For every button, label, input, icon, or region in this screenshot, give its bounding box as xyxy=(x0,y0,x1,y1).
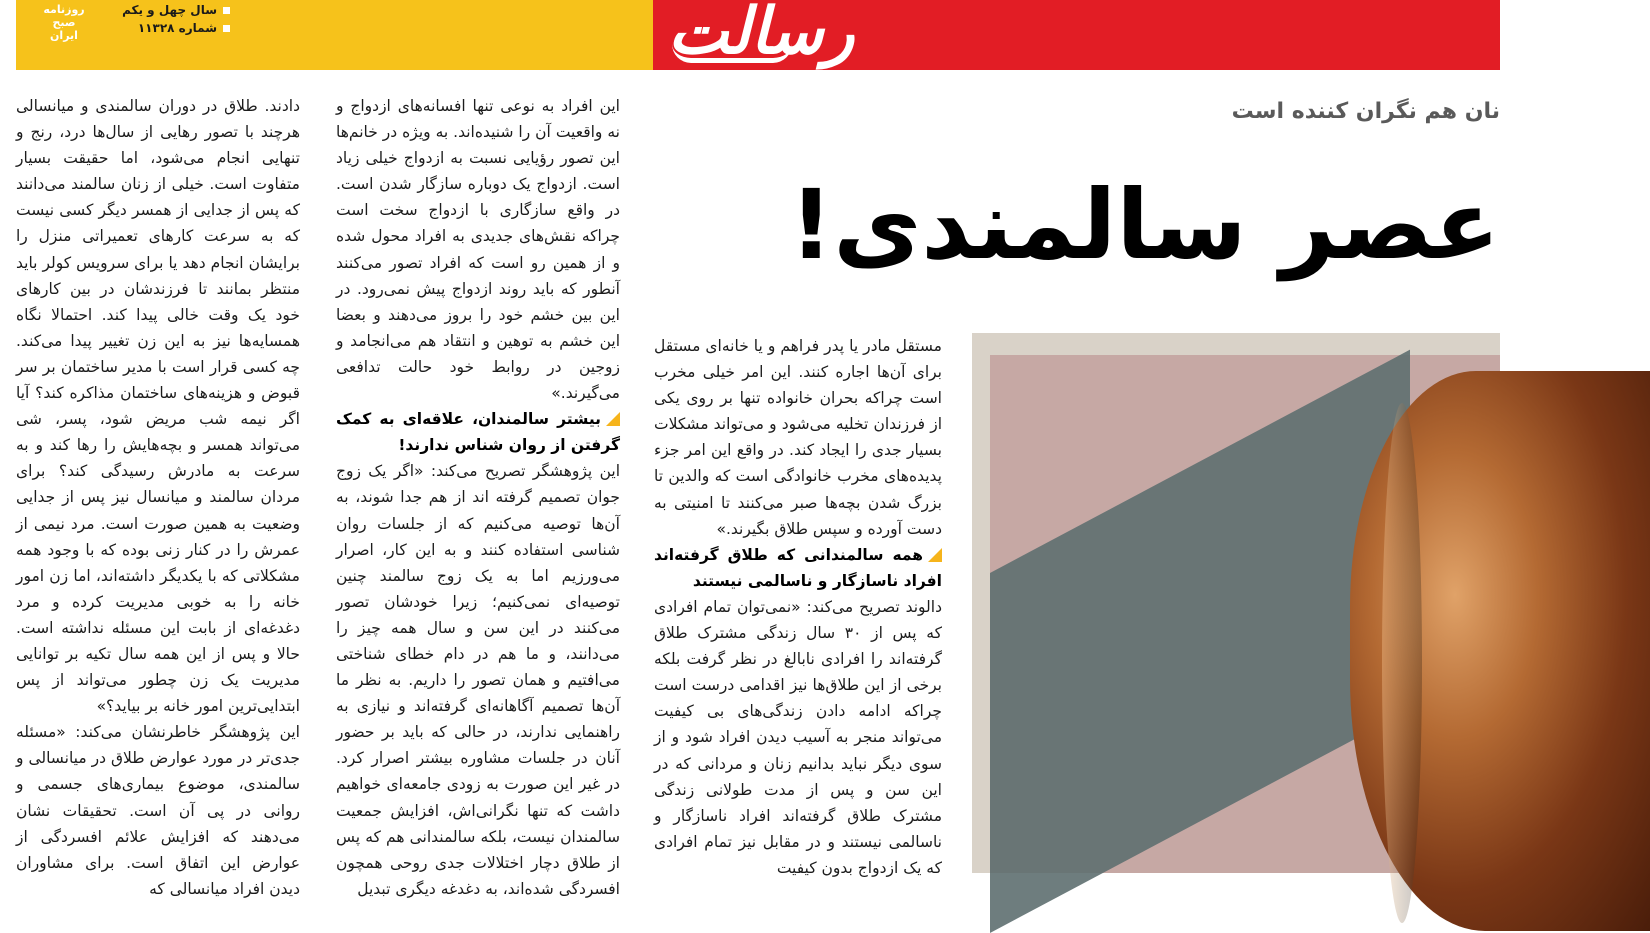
article-headline: عصر سالمندی! xyxy=(789,169,1500,281)
masthead-yellow-band xyxy=(16,0,653,70)
column-paragraph: دالوند تصریح می‌کند: «نمی‌توان تمام افرادی که پس از ۳۰ سال زندگی مشترک طلاق گرفته‌اند را افرادی نابالغ در نظر گرفت بلکه برخی از این طلاق‌ها نیز اقدامی درست است چراکه ادامه دادن زندگی‌های بی کیفیت می‌تواند منجر به آسیب دیدن افراد شود و از سوی دیگر نباید بدانیم زنان و مردانی که در این سن و پس از مدت طولانی زندگی مشترک طلاق گرفته‌اند افراد ناسازگار و ناسالمی نیستند و در مقابل نیز تمام افرادی که یک ازدواج بدون کیفیت xyxy=(654,597,942,877)
article-column-left xyxy=(16,93,300,898)
article-column-middle xyxy=(336,93,620,898)
article-photo-gavel xyxy=(972,333,1500,873)
subheading xyxy=(336,406,620,458)
column-paragraph: این افراد به نوعی تنها افسانه‌های ازدواج و نه واقعیت آن را شنیده‌اند. به ویژه در خانم‌ها این تصور رؤیایی نسبت به ازدواج خیلی زیاد است. ازدواج یک دوباره سازگار شدن است. در واقع سازگاری با ازدواج سخت است چراکه نقش‌های جدیدی به افراد محول شده و از همین رو است که افراد تصور می‌کنند آنطور که باید روند ازدواج پیش نمی‌رود. در این بین خشم خود را بروز می‌دهند و بعضا این خشم به توهین و انتقاد هم می‌انجامد و زوجین در روابط خود حالت تدافعی می‌گیرند.» xyxy=(336,97,620,403)
column-paragraph: دادند. طلاق در دوران سالمندی و میانسالی هرچند با تصور رهایی از سال‌ها درد، رنج و تنهایی انجام می‌شود، اما حقیقت بسیار متفاوت است. خیلی از زنان سالمند می‌دانند که پس از جدایی از همسر دیگر کسی نیست که به سرعت کارهای تعمیراتی منزل را برایشان انجام دهد یا برای سرویس کولر باید منتظر بمانند تا فرزندشان در بین کارهای خود یک وقت خالی پیدا کند. احتمالا نگاه همسایه‌ها نیز به این زن تغییر پیدا می‌کند. چه کسی قرار است با مدیر ساختمان بر سر قبوض و هزینه‌های ساختمان مذاکره کند؟ آیا اگر نیمه شب مریض شود، پسر، شی می‌تواند همسر و بچه‌هایش را رها کند و به سرعت به مادرش رسیدگی کند؟ برای مردان سالمند و میانسال نیز پس از جدایی وضعیت به همین صورت است. مرد نیمی از عمرش را در کنار زنی بوده که با وجود همه مشکلاتی که با یکدیگر داشته‌اند، اما زن امور خانه را به خوبی مدیریت کرده و مرد دغدغه‌ای از بابت این مسئله نداشته است. حالا و پس از این همه سال تکیه بر توانایی مدیریت یک زن چطور می‌تواند از پس ابتدایی‌ترین امور خانه بر بیاید؟» xyxy=(16,97,300,716)
partner-logo: روزنامه صبح ایران xyxy=(43,3,85,42)
article-kicker: نان هم نگران کننده است xyxy=(1231,99,1500,124)
bullet-square-icon xyxy=(223,25,230,32)
subheading-text: بیشتر سالمندان، علاقه‌ای به کمک گرفتن از روان شناس ندارند! xyxy=(336,410,620,455)
triangle-marker-icon xyxy=(928,548,942,562)
issue-info xyxy=(120,2,230,38)
volume-label: سال چهل و یکم xyxy=(122,3,217,17)
column-paragraph: این پژوهشگر تصریح می‌کند: «اگر یک زوج جوان تصمیم گرفته اند از هم جدا شوند، به آن‌ها توصیه می‌کنیم که از جلسات روان شناسی استفاده کنند و به این کار، اصرار می‌ورزیم اما به یک زوج سالمند چنین توصیه‌ای نمی‌کنیم؛ زیرا خودشان تصور می‌کنند در این سن و سال همه چیز را می‌دانند، و ما هم در دام خطای شناختی می‌افتیم و همان تصور را داریم. به نظر ما آن‌ها تصمیم آگاهانه‌ای گرفته‌اند و نیازی به راهنمایی ندارند، در حالی که باید بر حضور آنان در جلسات مشاوره بیشتر اصرار کرد. در غیر این صورت به زودی جامعه‌ای خواهیم داشت که تنها نگرانی‌اش، افزایش جمعیت سالمندان نیست، بلکه سالمندانی هم که پس از طلاق دچار اختلالات جدی روحی همچون افسردگی شده‌اند، به دغدغه دیگری تبدیل xyxy=(336,462,620,898)
newspaper-logo: رسالت xyxy=(668,0,855,69)
column-paragraph: این پژوهشگر خاطرنشان می‌کند: «مسئله جدی‌تر در مورد عوارض طلاق در میانسالی و سالمندی، موضوع بیماری‌های جسمی و روانی در پی آن است. تحقیقات نشان می‌دهند که افزایش علائم افسردگی از عوارض این اتفاق است. برای مشاوران دیدن افراد میانسالی که xyxy=(16,723,300,898)
issue-number: شماره ۱۱۳۲۸ xyxy=(137,21,217,35)
column-paragraph: مستقل مادر یا پدر فراهم و یا خانه‌ای مستقل برای آن‌ها اجاره کنند. این امر خیلی مخرب است چراکه بحران خانواده تنها بر روی یکی از فرزندان تخلیه می‌شود و می‌تواند مشکلات بسیار جدی را ایجاد کند. در واقع این امر جزء پدیده‌های مخرب خانوادگی است که والدین تا بزرگ شدن بچه‌ها صبر می‌کنند تا امنیتی به دست آورده و سپس طلاق بگیرند.» xyxy=(654,337,942,538)
bullet-square-icon xyxy=(223,7,230,14)
photo-gavel-highlight xyxy=(1382,403,1422,923)
article-column-right xyxy=(654,333,942,877)
subheading xyxy=(654,542,942,594)
triangle-marker-icon xyxy=(606,412,620,426)
subheading-text: همه سالمندانی که طلاق گرفته‌اند افراد ناسازگار و ناسالمی نیستند xyxy=(654,545,942,590)
logo-flourish xyxy=(672,44,792,63)
